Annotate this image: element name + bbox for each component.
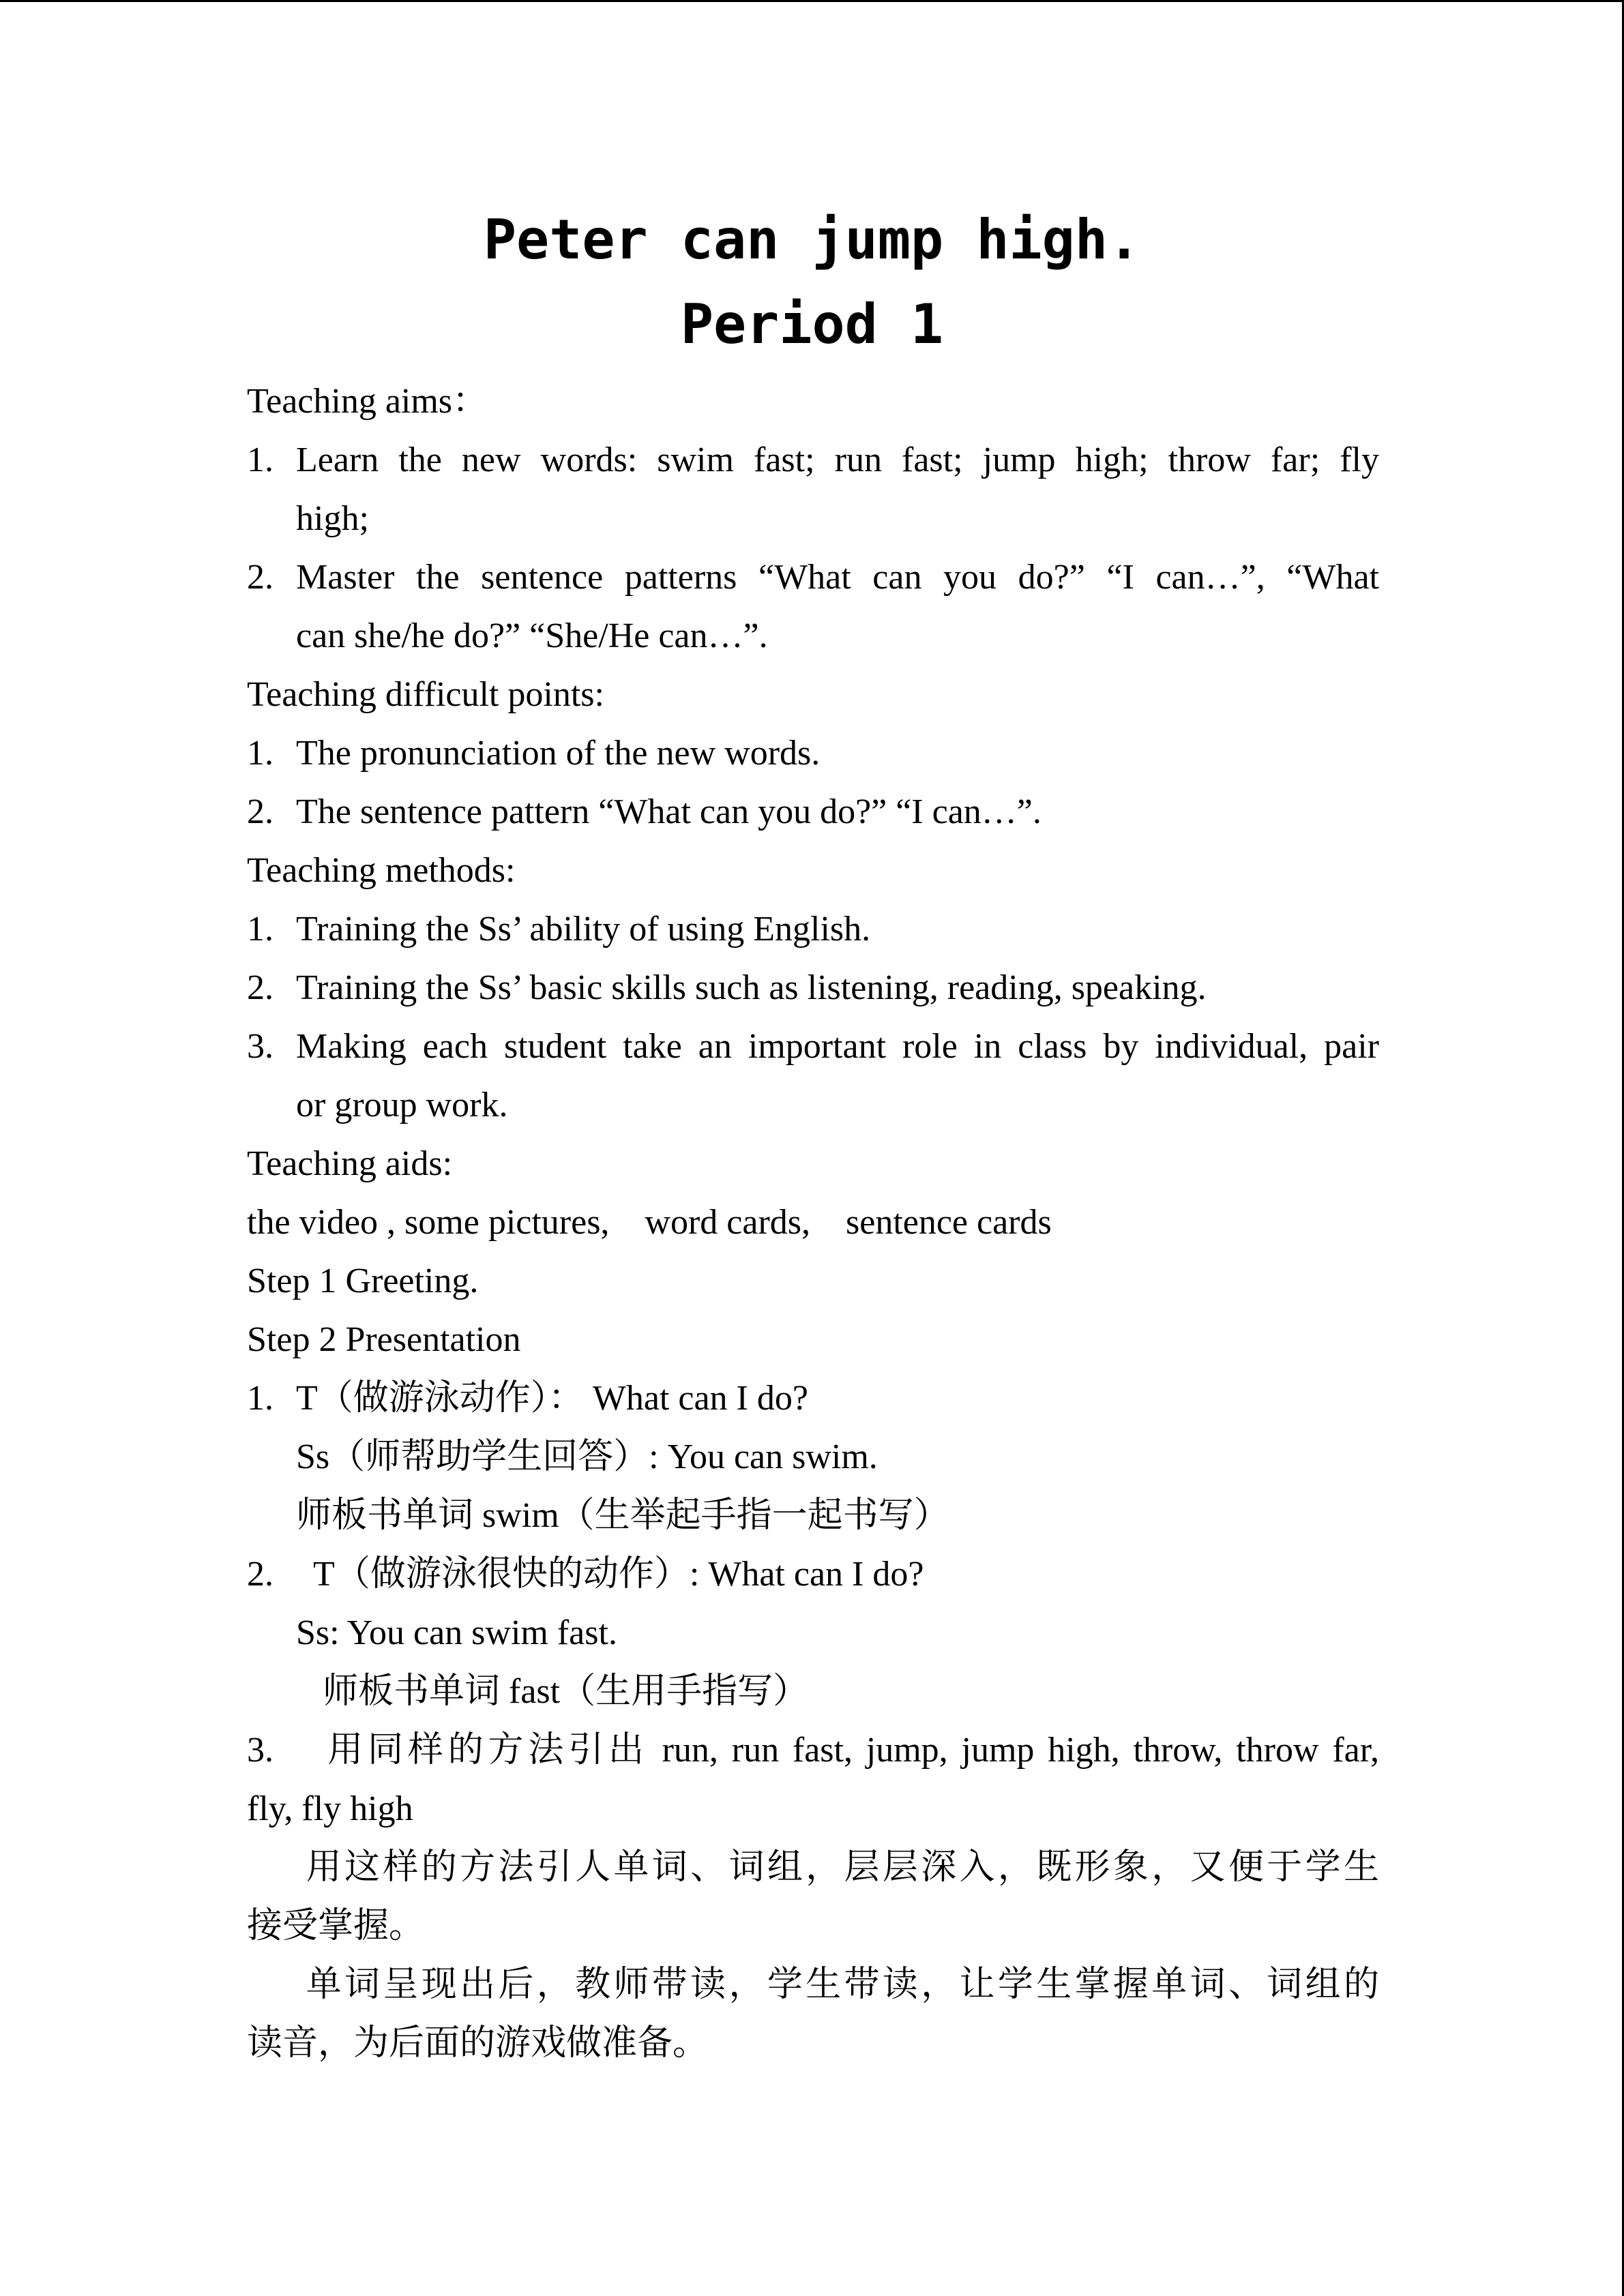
paragraph-line: 单词呈现出后，教师带读，学生带读，让学生掌握单词、词组的 (247, 1965, 1379, 2004)
paragraph-line: 用这样的方法引人单词、词组，层层深入，既形象，又便于学生 (247, 1848, 1379, 1887)
paragraph-line: fly, fly high (247, 1789, 413, 1828)
list-item-text: Master the sentence patterns “What can you do?” “I can…”, “What (296, 558, 1379, 597)
page-top-border (0, 0, 1624, 2)
heading-teaching-methods: Teaching methods: (247, 851, 516, 890)
list-item-text: T（做游泳动作）： What can I do? (296, 1379, 808, 1418)
list-number: 1. (247, 910, 274, 949)
list-item-text: Training the Ss’ basic skills such as listening, reading, speaking. (296, 968, 1207, 1007)
heading-teaching-aims: Teaching aims： (247, 382, 488, 421)
list-item-continuation: 师板书单词 swim（生举起手指一起书写） (296, 1496, 949, 1535)
document-title: Peter can jump high. (483, 208, 1141, 271)
list-item-text: The sentence pattern “What can you do?” “I can…”. (296, 792, 1042, 831)
list-number: 2. (247, 558, 274, 597)
list-number: 1. (247, 1379, 274, 1418)
list-item-continuation: or group work. (296, 1086, 508, 1124)
document-subtitle: Period 1 (680, 293, 944, 356)
list-item-text: Learn the new words: swim fast; run fast; jump high; throw far; fly (296, 441, 1379, 479)
list-number: 2. (247, 1555, 274, 1594)
step-1-heading: Step 1 Greeting. (247, 1262, 479, 1300)
list-number: 1. (247, 734, 274, 773)
list-item-continuation: high; (296, 499, 369, 538)
paragraph-line: 接受掌握。 (247, 1907, 425, 1945)
list-item-text: Training the Ss’ ability of using English. (296, 910, 871, 949)
list-item-text: The pronunciation of the new words. (296, 734, 821, 773)
list-item-text: Making each student take an important role in class by individual, pair (296, 1027, 1379, 1066)
heading-difficult-points: Teaching difficult points: (247, 675, 604, 714)
paragraph-line: 3. 用同样的方法引出 run, run fast, jump, jump high, throw, throw far, (247, 1731, 1379, 1770)
list-number: 2. (247, 968, 274, 1007)
list-number: 2. (247, 792, 274, 831)
paragraph-line: 读音，为后面的游戏做准备。 (247, 2024, 709, 2063)
list-item-continuation: can she/he do?” “She/He can…”. (296, 616, 768, 655)
list-item-continuation: Ss: You can swim fast. (296, 1613, 617, 1652)
list-item-continuation: Ss（师帮助学生回答）: You can swim. (296, 1437, 878, 1476)
heading-teaching-aids: Teaching aids: (247, 1144, 453, 1183)
list-number: 3. (247, 1027, 274, 1066)
step-2-heading: Step 2 Presentation (247, 1320, 521, 1359)
list-number: 1. (247, 441, 274, 479)
teaching-aids-list: the video , some pictures, word cards, sentence cards (247, 1203, 1052, 1242)
list-item-continuation: 师板书单词 fast（生用手指写） (296, 1672, 809, 1711)
list-item-text: T（做游泳很快的动作）: What can I do? (296, 1555, 924, 1594)
